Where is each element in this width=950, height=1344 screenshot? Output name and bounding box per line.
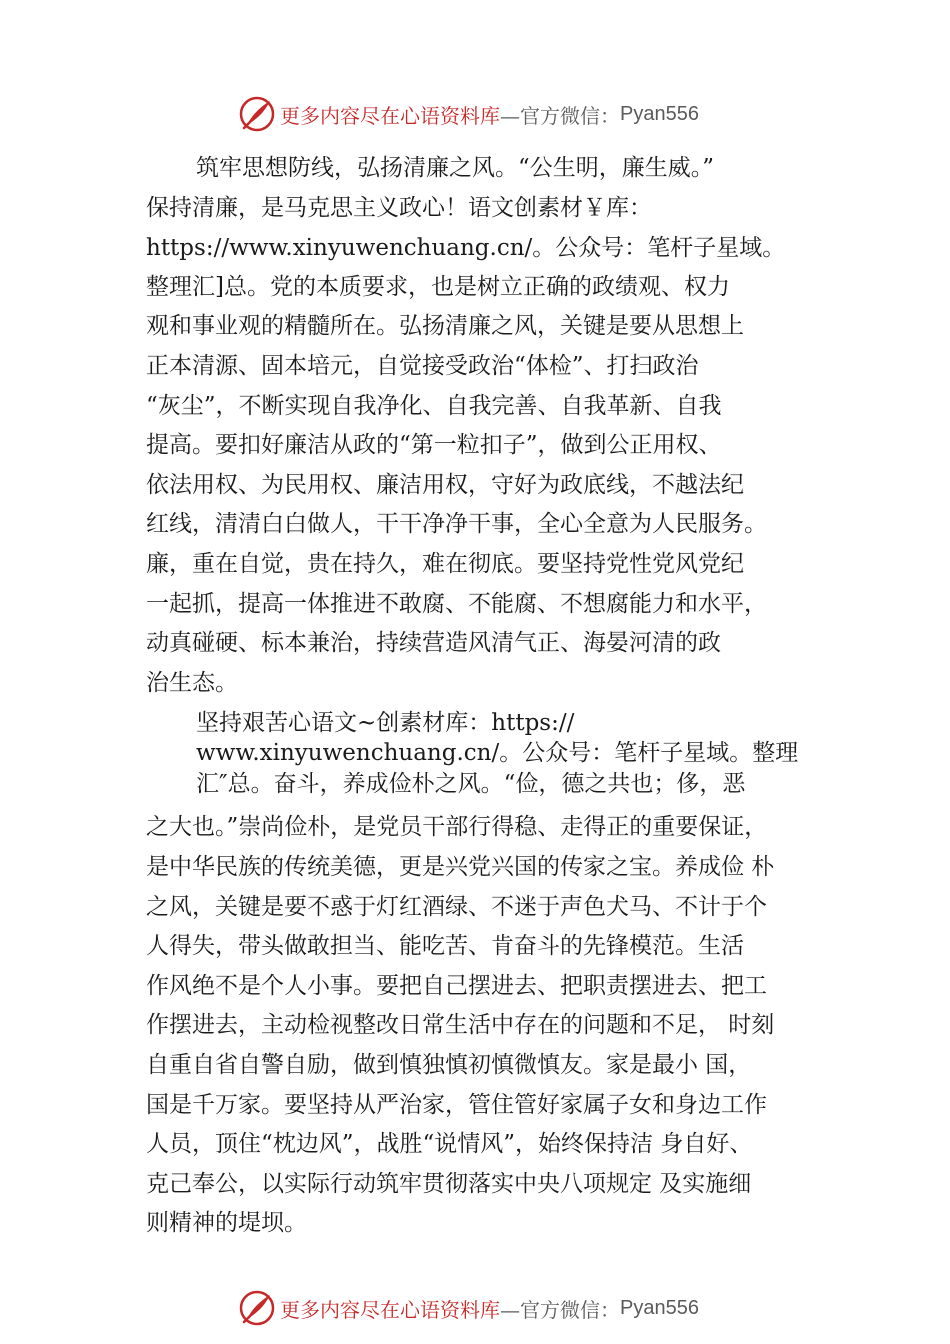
- text-line: 一起抓，提高一体推进不敢腐、不能腐、不想腐能力和水平，: [146, 591, 767, 617]
- text-line: 整理汇]总。党的本质要求，也是树立正确的政绩观、权力: [146, 274, 730, 300]
- text-line: 筑牢思想防线，弘扬清廉之风。“公生明，廉生威。”: [196, 155, 715, 181]
- text-line: 观和事业观的精髓所在。弘扬清廉之风，关键是要从思想上: [146, 313, 744, 339]
- footer-banner: [238, 1288, 699, 1328]
- header-wechat-handle: Pyan556: [620, 102, 699, 125]
- text-line: 动真碰硬、标本兼治，持续营造风清气正、海晏河清的政: [146, 630, 721, 656]
- text-line: 之风，关键是要不惑于灯红酒绿、不迷于声色犬马、不计于个: [146, 894, 767, 920]
- text-line: 汇″总。奋斗，养成俭朴之风。“俭，德之共也；侈，恶: [196, 771, 746, 797]
- text-line: 正本清源、固本培元，自觉接受政治“体检”、打扫政治: [146, 353, 699, 379]
- text-line: 坚持艰苦心语文~创素材库：https://: [196, 710, 575, 736]
- text-line: 是中华民族的传统美德，更是兴党兴国的传家之宝。养成俭 朴: [146, 854, 775, 880]
- text-line: https://www.xinyuwenchuang.cn/。公众号：笔杆子星域。: [146, 235, 786, 261]
- footer-banner-title: 更多内容尽在心语资料库: [280, 1297, 500, 1322]
- header-banner: [238, 94, 699, 134]
- footer-banner-label: —官方微信：: [500, 1297, 620, 1322]
- footer-wechat-handle: Pyan556: [620, 1296, 699, 1319]
- text-line: “灰尘”，不断实现自我净化、自我完善、自我革新、自我: [146, 393, 722, 419]
- text-line: 克己奉公，以实际行动筑牢贯彻落实中央八项规定 及实施细: [146, 1171, 752, 1197]
- text-line: 提高。要扣好廉洁从政的“第一粒扣子”，做到公正用权、: [146, 432, 722, 458]
- text-line: 自重自省自警自励，做到慎独慎初慎微慎友。家是最小 国，: [146, 1052, 752, 1078]
- text-line: 作摆进去，主动检视整改日常生活中存在的问题和不足， 时刻: [146, 1012, 775, 1038]
- header-banner-title: 更多内容尽在心语资料库: [280, 103, 500, 128]
- text-line: 国是千万家。要坚持从严治家，管住管好家属子女和身边工作: [146, 1092, 767, 1118]
- header-banner-label: —官方微信：: [500, 103, 620, 128]
- text-line: 依法用权、为民用权、廉洁用权，守好为政底线，不越法纪: [146, 472, 744, 498]
- text-line: 人员，顶住“枕边风”，战胜“说情风”，始终保持洁 身自好、: [146, 1131, 753, 1157]
- text-line: 则精神的堤坝。: [146, 1210, 307, 1236]
- text-line: 人得失，带头做敢担当、能吃苦、肯奋斗的先锋模范。生活: [146, 933, 744, 959]
- quill-logo-icon: [238, 1289, 276, 1327]
- text-line: 廉，重在自觉，贵在持久，难在彻底。要坚持党性党风党纪: [146, 551, 744, 577]
- text-line: 作风绝不是个人小事。要把自己摆进去、把职责摆进去、把工: [146, 973, 767, 999]
- quill-logo-icon: [238, 95, 276, 133]
- text-line: 之大也。”崇尚俭朴，是党员干部行得稳、走得正的重要保证，: [146, 814, 768, 840]
- text-line: www.xinyuwenchuang.cn/。公众号：笔杆子星域。整理: [196, 740, 799, 766]
- text-line: 治生态。: [146, 670, 238, 696]
- text-line: 保持清廉，是马克思主义政心！语文创素材￥库：: [146, 195, 652, 221]
- text-line: 红线，清清白白做人，干干净净干事，全心全意为人民服务。: [146, 511, 767, 537]
